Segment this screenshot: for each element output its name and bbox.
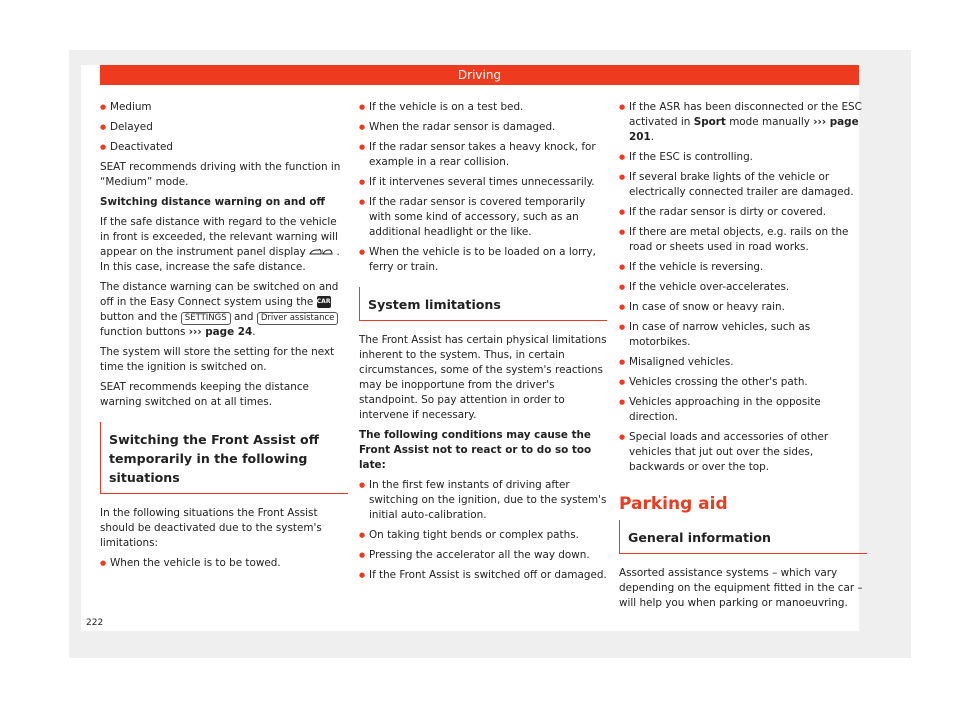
page-reference-link[interactable]: ››› page 24 xyxy=(188,326,253,338)
list-item: ● If the vehicle over-accelerates. xyxy=(619,280,867,295)
text: . In this case, increase the safe distance. xyxy=(100,246,340,273)
list-item: ● If the ESC is controlling. xyxy=(619,150,867,165)
list-item: ● If several brake lights of the vehicle or electrically connected trailer are damaged. xyxy=(619,170,867,200)
paragraph: Assorted assistance systems – which vary depending on the equipment fitted in the car – will help you when parking or manoeuvring. xyxy=(619,567,863,609)
list-item: ● If the vehicle is reversing. xyxy=(619,260,867,275)
driver-assistance-key: Driver assistance xyxy=(257,312,339,325)
list-item: ● If the ASR has been disconnected or the ESC activated in Sport mode manually ››› page 201. xyxy=(619,100,867,145)
text: If the ASR has been disconnected or the ESC activated in xyxy=(629,101,862,128)
list-item: ● In the first few instants of driving after switching on the ignition, due to the system's initial auto-calibration. xyxy=(359,478,607,523)
svg-text:!: ! xyxy=(321,249,324,256)
text: function buttons xyxy=(100,326,186,338)
list-item: ● When the vehicle is to be loaded on a lorry, ferry or train. xyxy=(359,245,607,275)
list-item: ● Pressing the accelerator all the way down. xyxy=(359,548,607,563)
list-item: ● Vehicles approaching in the opposite direction. xyxy=(619,395,867,425)
list-item: ● Medium xyxy=(100,100,348,115)
list-item: ● On taking tight bends or complex paths. xyxy=(359,528,607,543)
list-item: ● If the vehicle is on a test bed. xyxy=(359,100,607,115)
car-button: CAR xyxy=(317,296,331,308)
settings-key: SETTINGS xyxy=(181,312,231,325)
column-1 xyxy=(100,100,348,576)
list-item: ● In case of narrow vehicles, such as motorbikes. xyxy=(619,320,867,350)
section-header: Driving xyxy=(100,65,859,85)
paragraph xyxy=(100,215,348,275)
list-item: ● In case of snow or heavy rain. xyxy=(619,300,867,315)
list-item: ● If the radar sensor is dirty or covered. xyxy=(619,205,867,220)
text: button and the xyxy=(100,311,178,323)
list-item: ● Deactivated xyxy=(100,140,348,155)
section-heading: Switching the Front Assist off temporarily in the following situations xyxy=(100,422,348,494)
list-item: ● Special loads and accessories of other vehicles that jut out over the sides, backwards or over the top. xyxy=(619,430,867,475)
column-2 xyxy=(359,100,607,588)
subheading: The following conditions may cause the Front Assist not to react or to do so too late: xyxy=(359,429,592,471)
list-item: ● If the Front Assist is switched off or damaged. xyxy=(359,568,607,583)
page-reference-link[interactable]: ››› page 201 xyxy=(629,116,859,143)
paragraph: SEAT recommends driving with the function in “Medium” mode. xyxy=(100,161,341,188)
paragraph: In the following situations the Front Assist should be deactivated due to the system's limitations: xyxy=(100,507,322,549)
paragraph: The system will store the setting for the next time the ignition is switched on. xyxy=(100,346,335,373)
chapter-heading: Parking aid xyxy=(619,494,728,514)
distance-warning-icon xyxy=(309,247,333,257)
sport-mode-label: Sport xyxy=(693,116,726,128)
list-item: ● If the radar sensor is covered temporarily with some kind of accessory, such as an additional headlight or the like. xyxy=(359,195,607,240)
list-item: ● Vehicles crossing the other's path. xyxy=(619,375,867,390)
list-item: ● When the vehicle is to be towed. xyxy=(100,556,348,571)
paragraph: The distance warning can be switched on and off in the Easy Connect system using the CAR button and the SETTINGS and Driver assistance function buttons ››› page 24. xyxy=(100,281,339,338)
text: and xyxy=(233,311,254,323)
list-item: ● When the radar sensor is damaged. xyxy=(359,120,607,135)
text: mode manually xyxy=(729,116,810,128)
subheading: Switching distance warning on and off xyxy=(100,196,325,208)
page-number: 222 xyxy=(86,618,104,628)
paragraph: The Front Assist has certain physical limitations inherent to the system. Thus, in certain circumstances, some of the system's reactions may be inopportune from the driver's standpoint. So pay attention in order to intervene if necessary. xyxy=(359,334,607,421)
text: If the safe distance with regard to the vehicle in front is exceeded, the relevant warning will appear on the instrument panel display xyxy=(100,216,338,258)
list-item: ● If the radar sensor takes a heavy knock, for example in a rear collision. xyxy=(359,140,607,170)
list-item: ● Misaligned vehicles. xyxy=(619,355,867,370)
text: The distance warning can be switched on and off in the Easy Connect system using the xyxy=(100,281,339,308)
list-item: ● If it intervenes several times unnecessarily. xyxy=(359,175,607,190)
paragraph: SEAT recommends keeping the distance warning switched on at all times. xyxy=(100,381,309,408)
section-heading: General information xyxy=(619,520,867,554)
section-heading: System limitations xyxy=(359,287,607,321)
list-item: ● If there are metal objects, e.g. rails on the road or sheets used in road works. xyxy=(619,225,867,255)
column-3 xyxy=(619,100,867,616)
list-item: ● Delayed xyxy=(100,120,348,135)
